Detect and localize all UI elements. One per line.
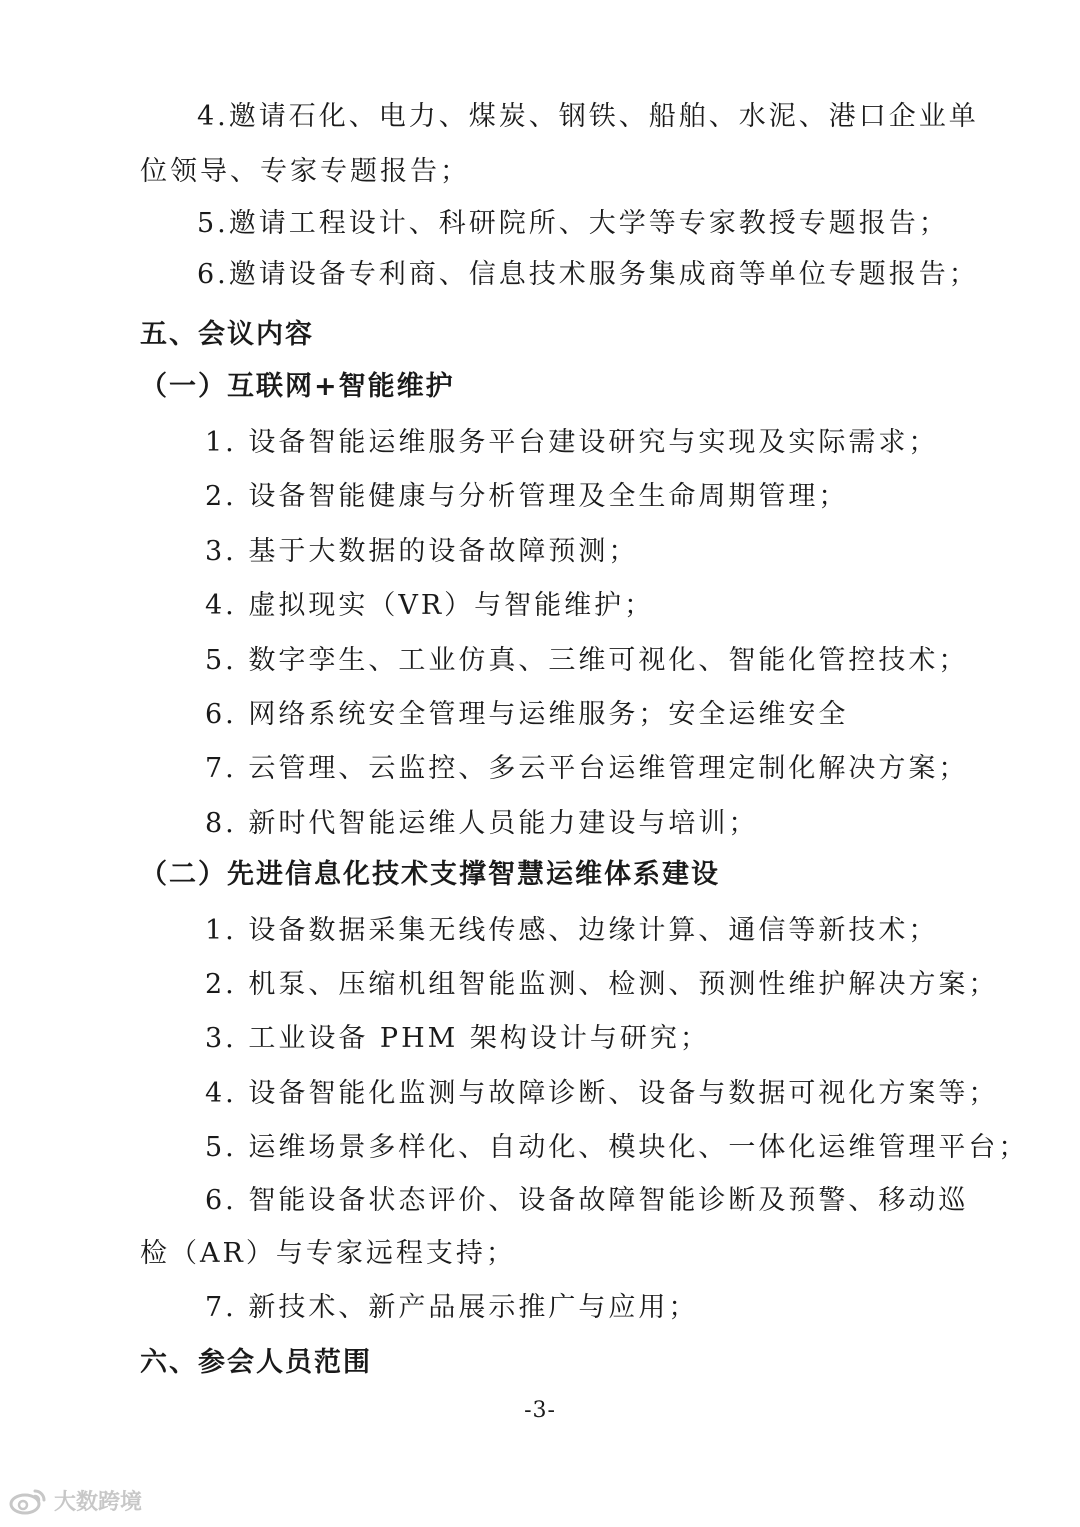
subsection-2-item-continued: 检（AR）与专家远程支持； xyxy=(140,1238,516,1269)
subsection-2-item: 2. 机泵、压缩机组智能监测、检测、预测性维护解决方案； xyxy=(205,969,999,1000)
subsection-2-item: 4. 设备智能化监测与故障诊断、设备与数据可视化方案等； xyxy=(205,1078,999,1109)
subsection-1-item: 4. 虚拟现实（VR）与智能维护； xyxy=(205,590,655,621)
subsection-2-item: 7. 新技术、新产品展示推广与应用； xyxy=(205,1292,699,1323)
section-5-heading: 五、会议内容 xyxy=(140,319,314,350)
subsection-1-item: 6. 网络系统安全管理与运维服务；安全运维安全 xyxy=(205,699,849,730)
subsection-2-item: 6. 智能设备状态评价、设备故障智能诊断及预警、移动巡 xyxy=(205,1185,969,1216)
page-number: -3- xyxy=(524,1398,556,1423)
subsection-1-item: 3. 基于大数据的设备故障预测； xyxy=(205,536,639,567)
section-6-heading: 六、参会人员范围 xyxy=(140,1347,372,1378)
intro-item-6: 6.邀请设备专利商、信息技术服务集成商等单位专题报告； xyxy=(197,259,979,290)
subsection-2-item: 3. 工业设备 PHM 架构设计与研究； xyxy=(205,1023,710,1054)
watermark xyxy=(8,1485,142,1516)
subsection-1-heading: （一）互联网+智能维护 xyxy=(140,371,455,402)
subsection-2-item: 5. 运维场景多样化、自动化、模块化、一体化运维管理平台； xyxy=(205,1132,1029,1163)
subsection-1-item: 8. 新时代智能运维人员能力建设与培训； xyxy=(205,808,759,839)
intro-item-5: 5.邀请工程设计、科研院所、大学等专家教授专题报告； xyxy=(197,208,949,239)
intro-item-4: 4.邀请石化、电力、煤炭、钢铁、船舶、水泥、港口企业单 xyxy=(197,101,979,132)
subsection-1-item: 2. 设备智能健康与分析管理及全生命周期管理； xyxy=(205,481,849,512)
subsection-1-item: 5. 数字孪生、工业仿真、三维可视化、智能化管控技术； xyxy=(205,645,969,676)
subsection-2-heading: （二）先进信息化技术支撑智慧运维体系建设 xyxy=(140,859,720,890)
subsection-1-item: 7. 云管理、云监控、多云平台运维管理定制化解决方案； xyxy=(205,753,969,784)
intro-item-4-continued: 位领导、专家专题报告； xyxy=(140,156,470,187)
subsection-1-item: 1. 设备智能运维服务平台建设研究与实现及实际需求； xyxy=(205,427,939,458)
watermark-text: 大数跨境 xyxy=(54,1490,143,1515)
subsection-2-item: 1. 设备数据采集无线传感、边缘计算、通信等新技术； xyxy=(205,915,939,946)
weibo-logo-icon xyxy=(8,1486,48,1516)
